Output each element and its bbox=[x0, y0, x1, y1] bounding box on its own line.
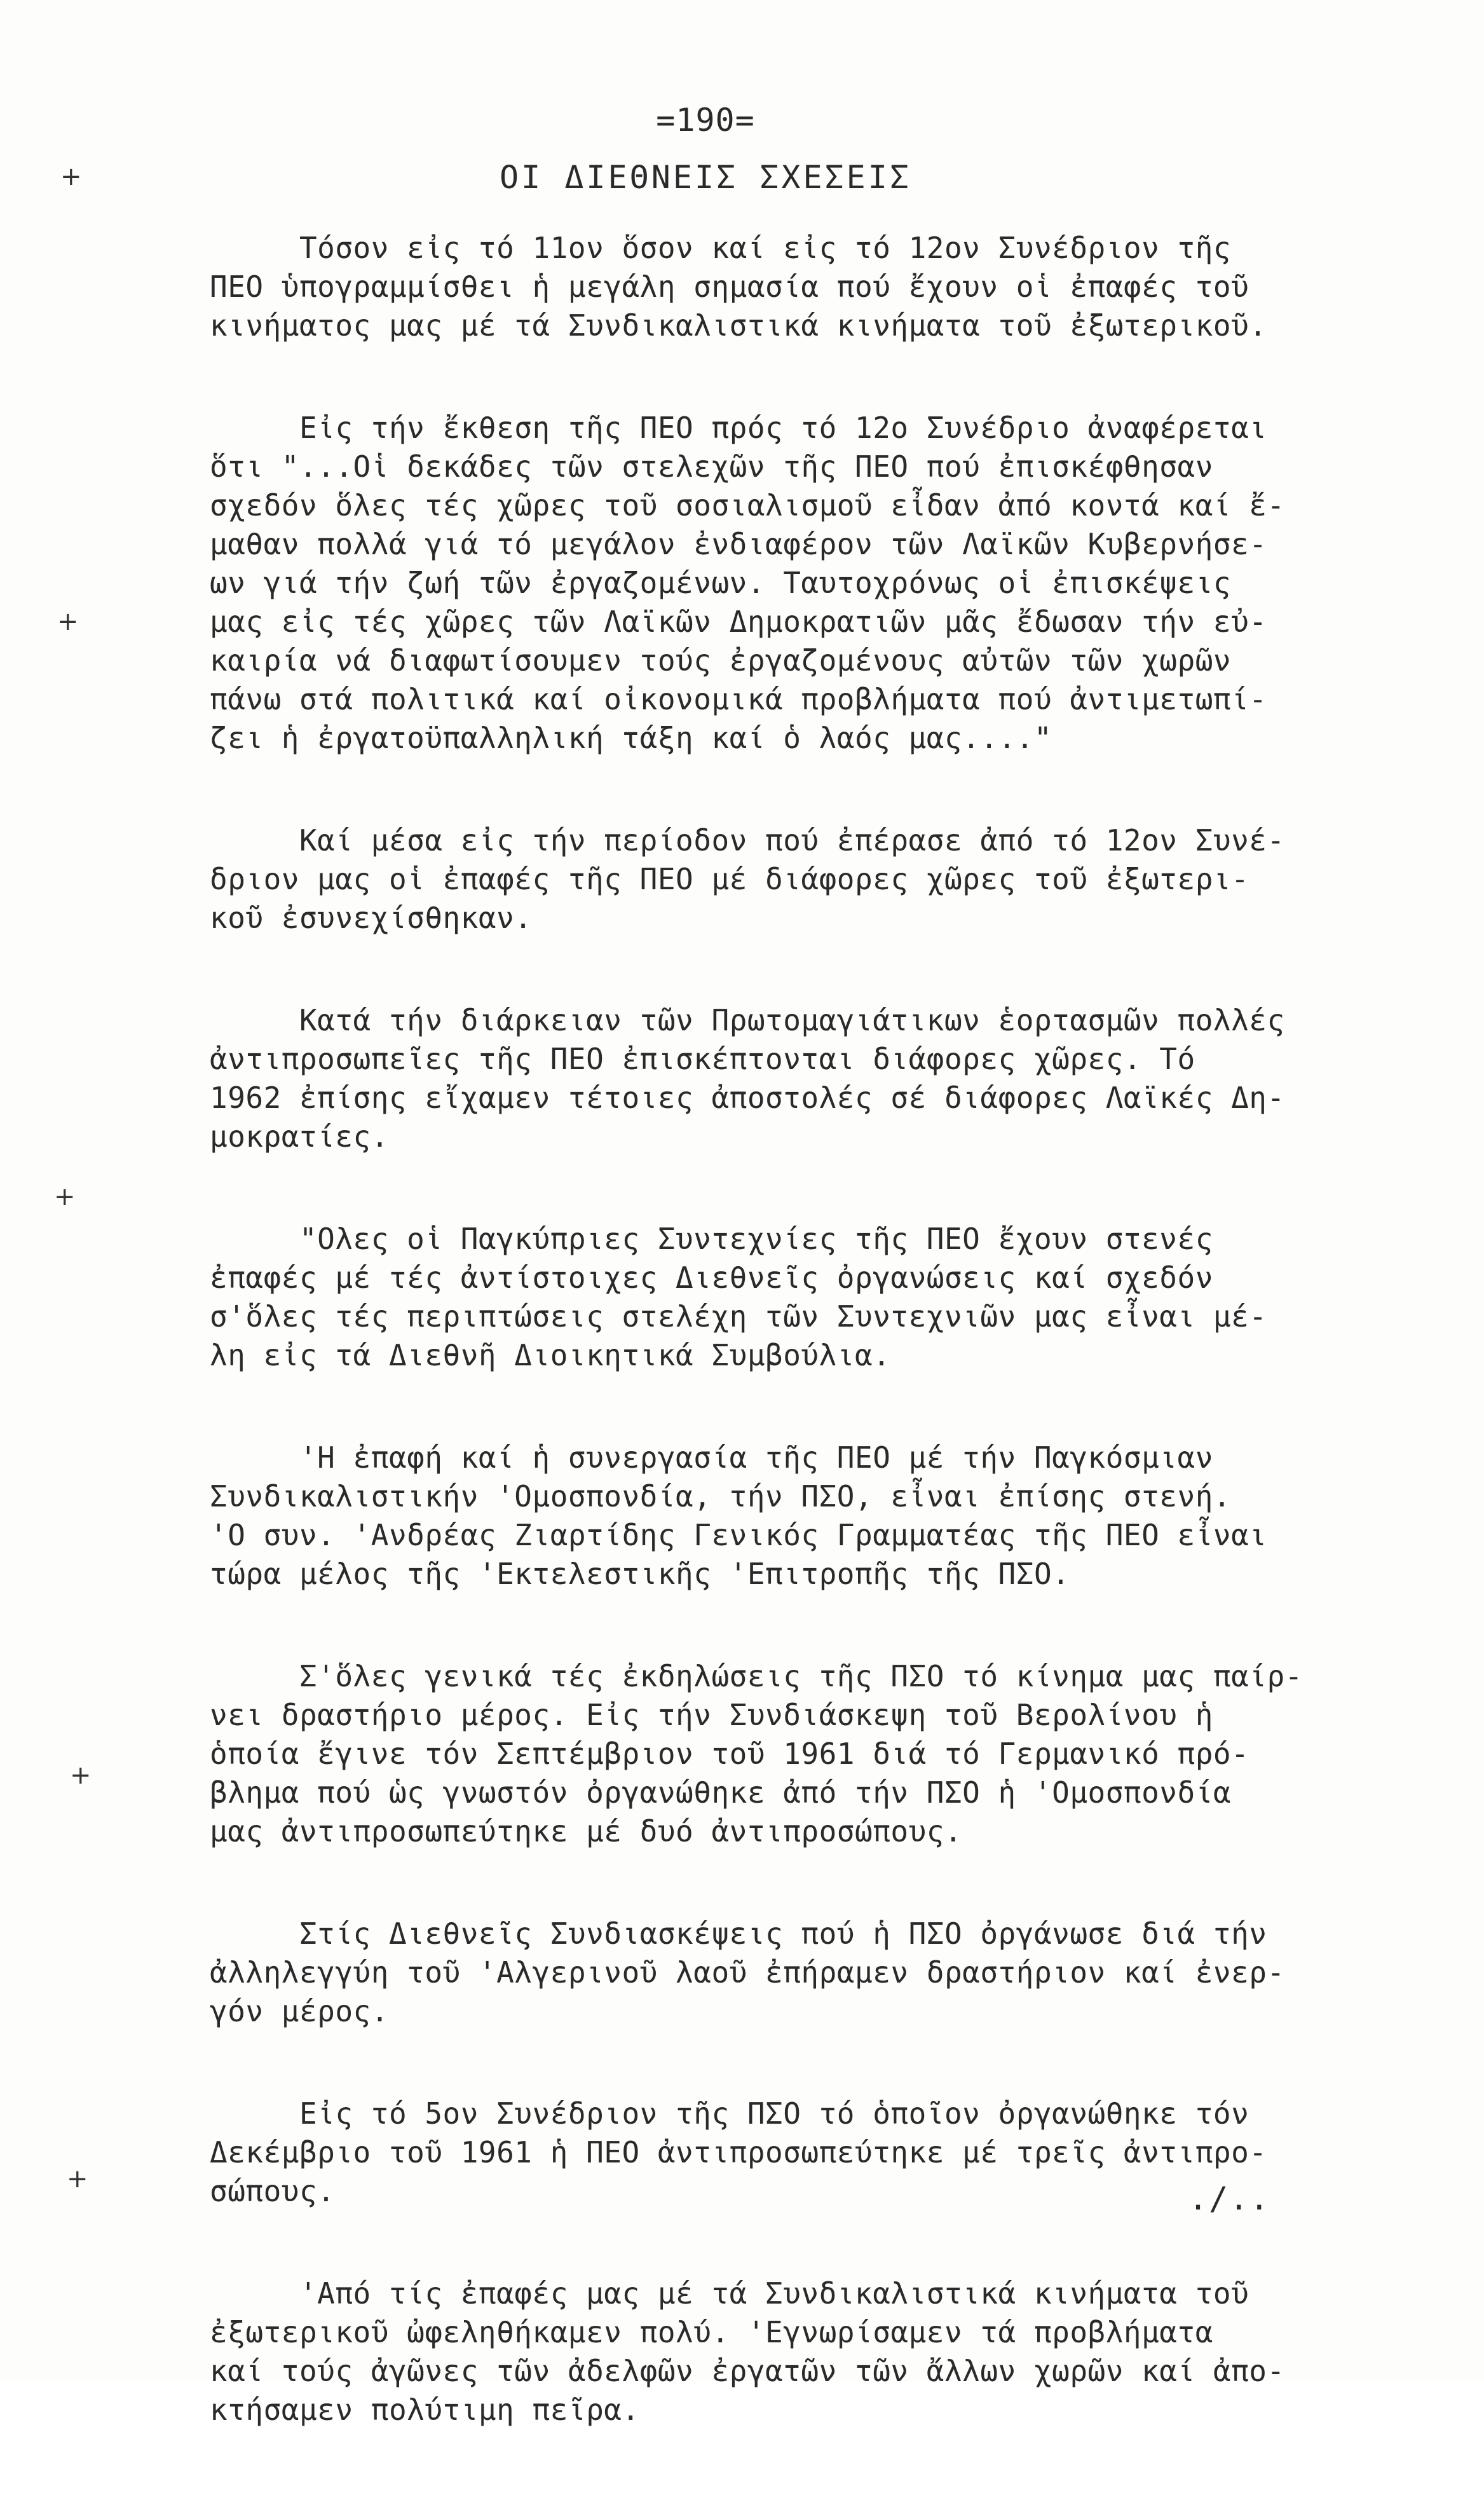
text-line: μοκρατίες. bbox=[210, 1119, 389, 1154]
paragraph bbox=[210, 1438, 1398, 1594]
document-body bbox=[210, 229, 1398, 2493]
paragraph bbox=[210, 1001, 1398, 1156]
continuation-mark: ./.. bbox=[1188, 2180, 1270, 2217]
margin-mark: + bbox=[60, 162, 82, 191]
text-line: ἀντιπροσωπεῖες τῆς ΠΕΟ ἐπισκέπτονται διάφορες χῶρες. Τό bbox=[210, 1042, 1195, 1076]
margin-mark: + bbox=[67, 2164, 88, 2194]
text-line: Καί μέσα εἰς τήν περίοδον πού ἐπέρασε ἀπό τό 12ον Συνέ- bbox=[210, 823, 1285, 857]
text-line: κτήσαμεν πολύτιμη πεῖρα. bbox=[210, 2393, 640, 2427]
text-line: καί τούς ἀγῶνες τῶν ἀδελφῶν ἐργατῶν τῶν ἄλλων χωρῶν καί ἀπο- bbox=[210, 2354, 1285, 2388]
text-line: κοῦ ἐσυνεχίσθηκαν. bbox=[210, 901, 533, 935]
section-title: ΟΙ ΔΙΕΘΝΕΙΣ ΣΧΕΣΕΙΣ bbox=[500, 159, 911, 196]
text-line: γόν μέρος. bbox=[210, 1994, 389, 2028]
text-line: τώρα μέλος τῆς 'Εκτελεστικῆς 'Επιτροπῆς τῆς ΠΣΟ. bbox=[210, 1557, 1070, 1591]
text-line: ὁποία ἔγινε τόν Σεπτέμβριον τοῦ 1961 διά τό Γερμανικό πρό- bbox=[210, 1737, 1249, 1771]
text-line: σ'ὅλες τές περιπτώσεις στελέχη τῶν Συντεχνιῶν μας εἶναι μέ- bbox=[210, 1299, 1267, 1334]
text-line: 'Η ἐπαφή καί ἡ συνεργασία τῆς ΠΕΟ μέ τήν Παγκόσμιαν bbox=[210, 1440, 1213, 1475]
text-line: πάνω στά πολιτικά καί οἰκονομικά προβλήματα πού ἀντιμετωπί- bbox=[210, 682, 1267, 716]
text-line: ΠΕΟ ὑπογραμμίσθει ἡ μεγάλη σημασία πού ἔχουν οἱ ἐπαφές τοῦ bbox=[210, 270, 1249, 304]
margin-mark: + bbox=[54, 1182, 76, 1212]
paragraph bbox=[210, 821, 1398, 938]
text-line: ων γιά τήν ζωή τῶν ἐργαζομένων. Ταυτοχρόνως οἱ ἐπισκέψεις bbox=[210, 566, 1232, 600]
text-line: δριον μας οἱ ἐπαφές τῆς ΠΕΟ μέ διάφορες χῶρες τοῦ ἐξωτερι- bbox=[210, 862, 1249, 896]
text-line: Εἰς τήν ἔκθεση τῆς ΠΕΟ πρός τό 12ο Συνέδριο ἀναφέρεται bbox=[210, 411, 1267, 445]
text-line: καιρία νά διαφωτίσουμεν τούς ἐργαζομένους αὐτῶν τῶν χωρῶν bbox=[210, 643, 1232, 678]
text-line: Κατά τήν διάρκειαν τῶν Πρωτομαγιάτικων ἑορτασμῶν πολλές bbox=[210, 1003, 1285, 1037]
text-line: ἀλληλεγγύη τοῦ 'Αλγερινοῦ λαοῦ ἐπήραμεν δραστήριον καί ἐνερ- bbox=[210, 1955, 1285, 1990]
text-line: Συνδικαλιστικήν 'Ομοσπονδία, τήν ΠΣΟ, εἶναι ἐπίσης στενή. bbox=[210, 1479, 1232, 1513]
text-line: λη εἰς τά Διεθνῆ Διοικητικά Συμβούλια. bbox=[210, 1338, 891, 1372]
paragraph bbox=[210, 229, 1398, 345]
text-line: βλημα πού ὡς γνωστόν ὀργανώθηκε ἀπό τήν ΠΣΟ ἡ 'Ομοσπονδία bbox=[210, 1775, 1232, 1810]
text-line: "Ολες οἱ Παγκύπριες Συντεχνίες τῆς ΠΕΟ ἔχουν στενές bbox=[210, 1222, 1213, 1256]
text-line: 1962 ἐπίσης εἴχαμεν τέτοιες ἀποστολές σέ διάφορες Λαϊκές Δη- bbox=[210, 1081, 1285, 1115]
text-line: μας ἀντιπροσωπεύτηκε μέ δυό ἀντιπροσώπους. bbox=[210, 1814, 963, 1848]
text-line: κινήματος μας μέ τά Συνδικαλιστικά κινήματα τοῦ ἐξωτερικοῦ. bbox=[210, 308, 1267, 343]
margin-mark: + bbox=[70, 1761, 92, 1790]
text-line: Τόσον εἰς τό 11ον ὅσον καί εἰς τό 12ον Συνέδριον τῆς bbox=[210, 231, 1232, 265]
margin-mark: + bbox=[57, 607, 79, 636]
text-line: ἐξωτερικοῦ ὠφεληθήκαμεν πολύ. 'Εγνωρίσαμεν τά προβλήματα bbox=[210, 2315, 1213, 2349]
text-line: Εἰς τό 5ον Συνέδριον τῆς ΠΣΟ τό ὁποῖον ὀργανώθηκε τόν bbox=[210, 2096, 1249, 2131]
page-number: =190= bbox=[656, 102, 755, 139]
text-line: ὅτι "...Οἱ δεκάδες τῶν στελεχῶν τῆς ΠΕΟ πού ἐπισκέφθησαν bbox=[210, 449, 1213, 484]
text-line: Στίς Διεθνεῖς Συνδιασκέψεις πού ἡ ΠΣΟ ὀργάνωσε διά τήν bbox=[210, 1916, 1267, 1951]
paragraph bbox=[210, 1220, 1398, 1375]
paragraph bbox=[210, 409, 1398, 758]
paragraph bbox=[210, 1657, 1398, 1851]
text-line: μας εἰς τές χῶρες τῶν Λαϊκῶν Δημοκρατιῶν μᾶς ἔδωσαν τήν εὐ- bbox=[210, 604, 1267, 639]
text-line: ζει ἡ ἐργατοϋπαλληλική τάξη καί ὁ λαός μας...." bbox=[210, 721, 1052, 755]
text-line: μαθαν πολλά γιά τό μεγάλον ἐνδιαφέρον τῶν Λαϊκῶν Κυβερνήσε- bbox=[210, 527, 1267, 561]
text-line: 'Από τίς ἐπαφές μας μέ τά Συνδικαλιστικά κινήματα τοῦ bbox=[210, 2276, 1249, 2311]
text-line: ἐπαφές μέ τές ἀντίστοιχες Διεθνεῖς ὀργανώσεις καί σχεδόν bbox=[210, 1260, 1213, 1295]
text-line: Σ'ὅλες γενικά τές ἐκδηλώσεις τῆς ΠΣΟ τό κίνημα μας παίρ- bbox=[210, 1659, 1303, 1693]
text-line: σώπους. bbox=[210, 2174, 336, 2208]
text-line: Δεκέμβριο τοῦ 1961 ἡ ΠΕΟ ἀντιπροσωπεύτηκε μέ τρεῖς ἀντιπρο- bbox=[210, 2135, 1267, 2169]
paragraph bbox=[210, 1915, 1398, 2031]
text-line: 'Ο συν. 'Ανδρέας Ζιαρτίδης Γενικός Γραμματέας τῆς ΠΕΟ εἶναι bbox=[210, 1518, 1267, 1552]
text-line: νει δραστήριο μέρος. Εἰς τήν Συνδιάσκεψη τοῦ Βερολίνου ἡ bbox=[210, 1698, 1213, 1732]
text-line: σχεδόν ὅλες τές χῶρες τοῦ σοσιαλισμοῦ εἶδαν ἀπό κοντά καί ἔ- bbox=[210, 488, 1285, 523]
paragraph bbox=[210, 2274, 1398, 2429]
